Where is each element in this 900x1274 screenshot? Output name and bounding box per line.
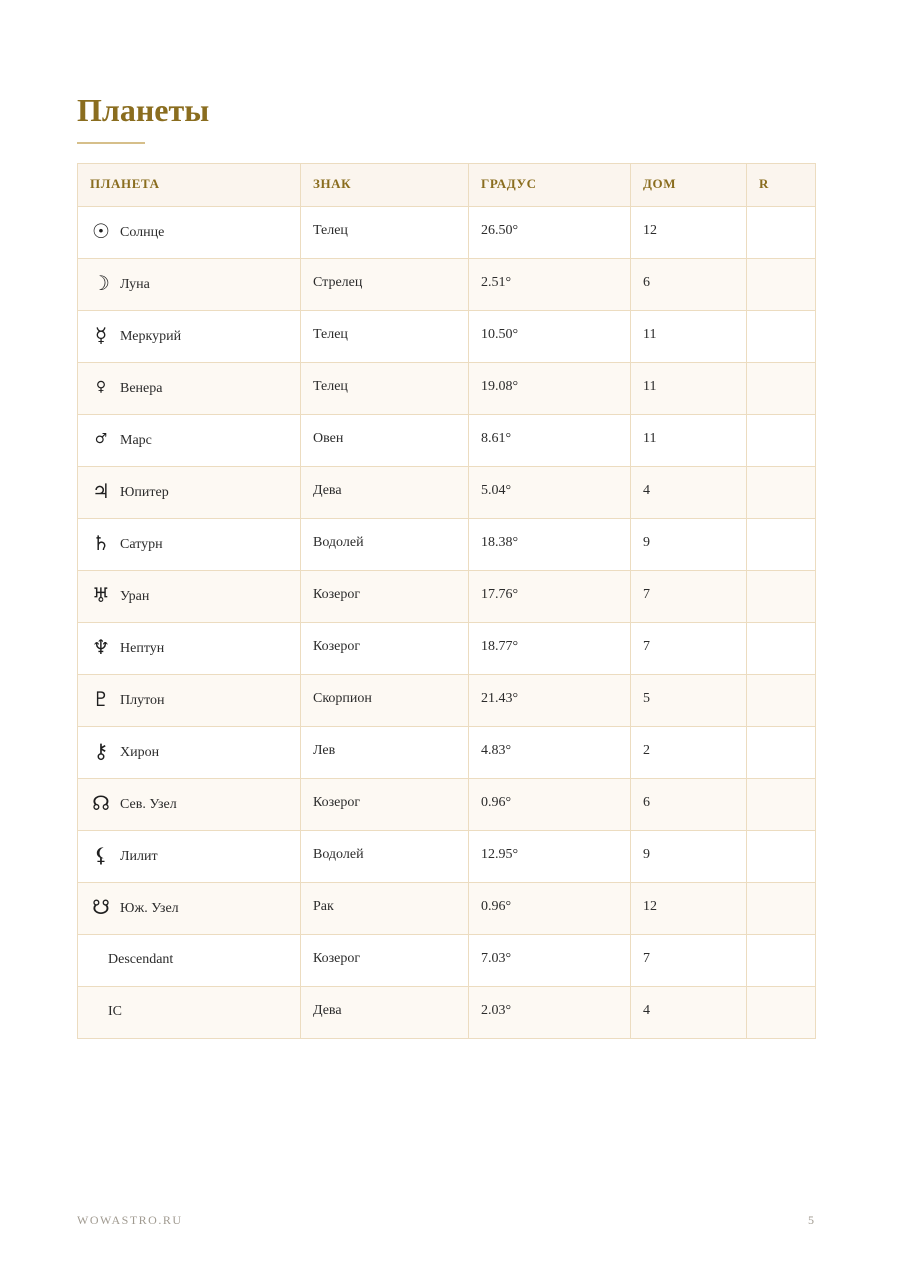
cell-sign: Козерог: [301, 935, 469, 987]
planet-label: [90, 324, 288, 346]
planet-label: [90, 948, 288, 968]
column-header-planet: ПЛАНЕТА: [78, 164, 301, 207]
north-node-icon: ☊: [92, 791, 110, 815]
cell-sign: Водолей: [301, 831, 469, 883]
cell-retrograde: [747, 207, 816, 259]
planet-name: Нептун: [120, 641, 165, 656]
planet-label: [90, 220, 288, 242]
cell-planet: [78, 623, 301, 675]
cell-degree: 12.95°: [469, 831, 631, 883]
cell-planet: [78, 675, 301, 727]
table-row: [78, 571, 816, 623]
lilith-icon: ⚸: [93, 843, 109, 867]
cell-degree: 17.76°: [469, 571, 631, 623]
cell-retrograde: [747, 259, 816, 311]
table-row: [78, 311, 816, 363]
pluto-icon: ♇: [92, 687, 110, 711]
planet-label: [90, 480, 288, 502]
cell-sign: Стрелец: [301, 259, 469, 311]
cell-sign: Дева: [301, 987, 469, 1039]
table-row: [78, 727, 816, 779]
planet-name: Уран: [120, 589, 150, 604]
cell-retrograde: [747, 987, 816, 1039]
column-header-house: ДОМ: [631, 164, 747, 207]
cell-sign: Козерог: [301, 779, 469, 831]
saturn-icon: ♄: [92, 531, 110, 555]
cell-house: 12: [631, 207, 747, 259]
title-underline: [77, 142, 145, 144]
cell-sign: Дева: [301, 467, 469, 519]
cell-sign: Козерог: [301, 571, 469, 623]
chiron-icon: ⚷: [93, 739, 109, 763]
cell-planet: [78, 987, 301, 1039]
cell-degree: 21.43°: [469, 675, 631, 727]
planet-label: [90, 792, 288, 814]
cell-house: 11: [631, 363, 747, 415]
cell-degree: 7.03°: [469, 935, 631, 987]
cell-planet: [78, 571, 301, 623]
cell-sign: Телец: [301, 207, 469, 259]
planet-name: Солнце: [120, 225, 165, 240]
cell-planet: [78, 363, 301, 415]
cell-house: 4: [631, 467, 747, 519]
planet-label: [90, 636, 288, 658]
cell-degree: 26.50°: [469, 207, 631, 259]
cell-house: 11: [631, 415, 747, 467]
planet-name: Лилит: [120, 849, 158, 864]
planet-label: [90, 428, 288, 450]
cell-planet: [78, 207, 301, 259]
cell-degree: 10.50°: [469, 311, 631, 363]
table-row: [78, 363, 816, 415]
jupiter-icon: ♃: [92, 479, 110, 503]
cell-degree: 5.04°: [469, 467, 631, 519]
cell-planet: [78, 467, 301, 519]
cell-sign: Водолей: [301, 519, 469, 571]
cell-retrograde: [747, 883, 816, 935]
south-node-icon: ☋: [92, 895, 110, 919]
cell-sign: Лев: [301, 727, 469, 779]
cell-house: 4: [631, 987, 747, 1039]
cell-degree: 8.61°: [469, 415, 631, 467]
cell-degree: 2.51°: [469, 259, 631, 311]
cell-degree: 0.96°: [469, 779, 631, 831]
cell-sign: Рак: [301, 883, 469, 935]
table-row: [78, 883, 816, 935]
planet-label: [90, 532, 288, 554]
table-row: [78, 675, 816, 727]
planet-name: Плутон: [120, 693, 165, 708]
cell-house: 5: [631, 675, 747, 727]
cell-sign: Козерог: [301, 623, 469, 675]
cell-retrograde: [747, 727, 816, 779]
cell-house: 6: [631, 779, 747, 831]
planet-label: [90, 896, 288, 918]
planet-name: Хирон: [120, 745, 160, 760]
uranus-icon: ♅: [92, 583, 110, 607]
planet-label: [90, 1000, 288, 1020]
table-header-row: [78, 164, 816, 207]
cell-retrograde: [747, 779, 816, 831]
cell-house: 2: [631, 727, 747, 779]
table-row: [78, 415, 816, 467]
cell-retrograde: [747, 571, 816, 623]
planet-name: Сатурн: [120, 537, 163, 552]
cell-house: 7: [631, 935, 747, 987]
cell-degree: 18.77°: [469, 623, 631, 675]
table-row: [78, 467, 816, 519]
planet-label: [90, 584, 288, 606]
planet-name: Луна: [120, 277, 150, 292]
cell-retrograde: [747, 415, 816, 467]
planet-name: Венера: [120, 381, 163, 396]
cell-retrograde: [747, 935, 816, 987]
planet-label: [90, 688, 288, 710]
cell-degree: 18.38°: [469, 519, 631, 571]
planet-name: Марс: [120, 433, 152, 448]
planet-name: Юж. Узел: [120, 901, 179, 916]
planet-name: Сев. Узел: [120, 797, 177, 812]
cell-planet: [78, 935, 301, 987]
table-row: [78, 519, 816, 571]
cell-house: 12: [631, 883, 747, 935]
cell-planet: [78, 883, 301, 935]
cell-retrograde: [747, 675, 816, 727]
cell-planet: [78, 311, 301, 363]
planet-name: IC: [108, 1004, 122, 1019]
cell-planet: [78, 779, 301, 831]
table-row: [78, 831, 816, 883]
cell-degree: 4.83°: [469, 727, 631, 779]
cell-degree: 19.08°: [469, 363, 631, 415]
planet-label: [90, 844, 288, 866]
planet-label: [90, 272, 288, 294]
cell-planet: [78, 519, 301, 571]
table-row: [78, 779, 816, 831]
planet-name: Юпитер: [120, 485, 169, 500]
moon-icon: ☽: [92, 271, 110, 295]
cell-planet: [78, 727, 301, 779]
footer-site-name: WOWASTRO.RU: [77, 1213, 183, 1227]
table-row: [78, 207, 816, 259]
footer-page-number: 5: [808, 1213, 814, 1227]
cell-house: 9: [631, 831, 747, 883]
cell-retrograde: [747, 363, 816, 415]
cell-retrograde: [747, 311, 816, 363]
planet-label: [90, 740, 288, 762]
planet-name: Меркурий: [120, 329, 182, 344]
cell-sign: Телец: [301, 311, 469, 363]
cell-planet: [78, 831, 301, 883]
mercury-icon: ☿: [94, 323, 108, 347]
cell-degree: 2.03°: [469, 987, 631, 1039]
column-header-retrograde: R: [747, 164, 816, 207]
cell-degree: 0.96°: [469, 883, 631, 935]
planet-name: Descendant: [108, 952, 174, 967]
table-body: [78, 207, 816, 1039]
cell-house: 9: [631, 519, 747, 571]
cell-house: 7: [631, 571, 747, 623]
column-header-degree: ГРАДУС: [469, 164, 631, 207]
cell-sign: Телец: [301, 363, 469, 415]
page-title: Планеты: [77, 92, 210, 128]
neptune-icon: ♆: [92, 635, 110, 659]
cell-house: 6: [631, 259, 747, 311]
table-row: [78, 987, 816, 1039]
cell-house: 7: [631, 623, 747, 675]
sun-icon: ☉: [92, 219, 110, 243]
planets-table: [77, 163, 816, 1039]
cell-sign: Овен: [301, 415, 469, 467]
cell-planet: [78, 259, 301, 311]
table-row: [78, 935, 816, 987]
table-row: [78, 623, 816, 675]
mars-icon: ♂: [94, 431, 108, 447]
cell-retrograde: [747, 831, 816, 883]
cell-retrograde: [747, 467, 816, 519]
cell-retrograde: [747, 519, 816, 571]
cell-house: 11: [631, 311, 747, 363]
planet-label: [90, 376, 288, 398]
column-header-sign: ЗНАК: [301, 164, 469, 207]
cell-retrograde: [747, 623, 816, 675]
venus-icon: ♀: [95, 379, 107, 395]
table-row: [78, 259, 816, 311]
cell-planet: [78, 415, 301, 467]
cell-sign: Скорпион: [301, 675, 469, 727]
